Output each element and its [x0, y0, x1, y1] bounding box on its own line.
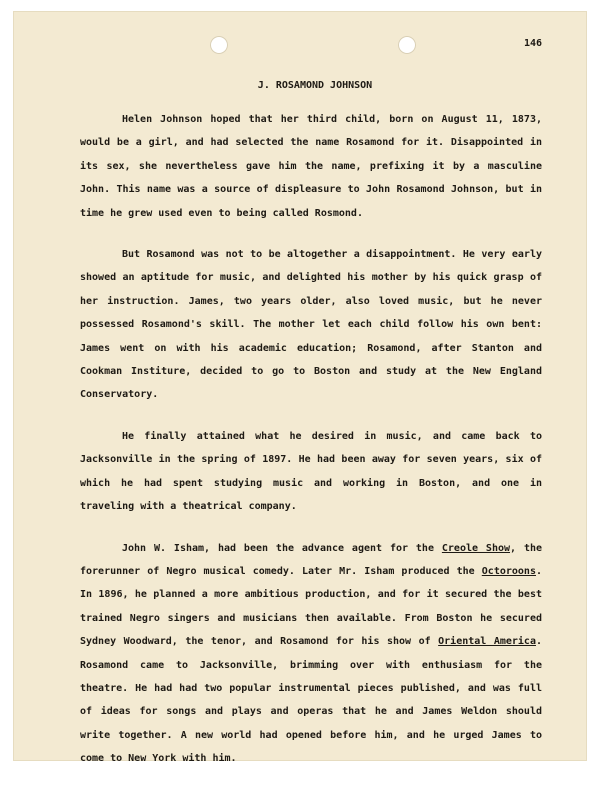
underlined-title: Octoroons [481, 565, 536, 577]
document-page [14, 12, 586, 765]
punch-hole [398, 36, 416, 54]
paragraph-text: . In 1896, he planned a more ambitious production, and for it secured the best trained Negro singers and musicians then available. From Boston he secured Sydney Woodward, the tenor, and Rosamond for his show of [80, 565, 542, 648]
page-number: 146 [523, 38, 542, 49]
paragraph-text: . Rosamond came to Jacksonville, brimming over with enthusiasm for the theatre. He had had two popular instrumental pieces published, and was full of ideas for songs and plays and operas that he and James Weldon should write together. A new world had opened before him, and he urged James to come to New York with him. [80, 636, 542, 765]
paragraph [80, 537, 542, 771]
paragraph: Helen Johnson hoped that her third child, born on August 11, 1873, would be a girl, and had selected the name Rosamond for it. Disappointed in its sex, she nevertheless gave him the name, prefixing it by a masculine John. This name was a source of displeasure to John Rosamond Johnson, but in time he grew used even to being called Rosmond. [80, 114, 542, 219]
paragraph: He finally attained what he desired in music, and came back to Jacksonville in the spring of 1897. He had been away for seven years, six of which he had spent studying music and working in Boston, and one in traveling with a theatrical company. [80, 430, 542, 513]
paragraph-text: , the forerunner of Negro musical comedy. Later Mr. Isham produced the [80, 542, 543, 577]
document-body [80, 108, 542, 789]
page-title: J. ROSAMOND JOHNSON [257, 80, 373, 91]
paragraph: But Rosamond was not to be altogether a disappointment. He very early showed an aptitude for music, and delighted his mother by his quick grasp of her instruction. James, two years older, also loved music, but he never possessed Rosamond's skill. The mother let each child follow his own bent: James went on with his academic education; Rosamond, after Stanton and Cookman Institure, decided to go to Boston and study at the New England Conservatory. [80, 249, 542, 401]
punch-hole [210, 36, 228, 54]
underlined-title: Oriental America [438, 636, 536, 648]
underlined-title: Creole Show [441, 542, 511, 554]
paragraph-text: John W. Isham, had been the advance agent for the [122, 542, 442, 554]
